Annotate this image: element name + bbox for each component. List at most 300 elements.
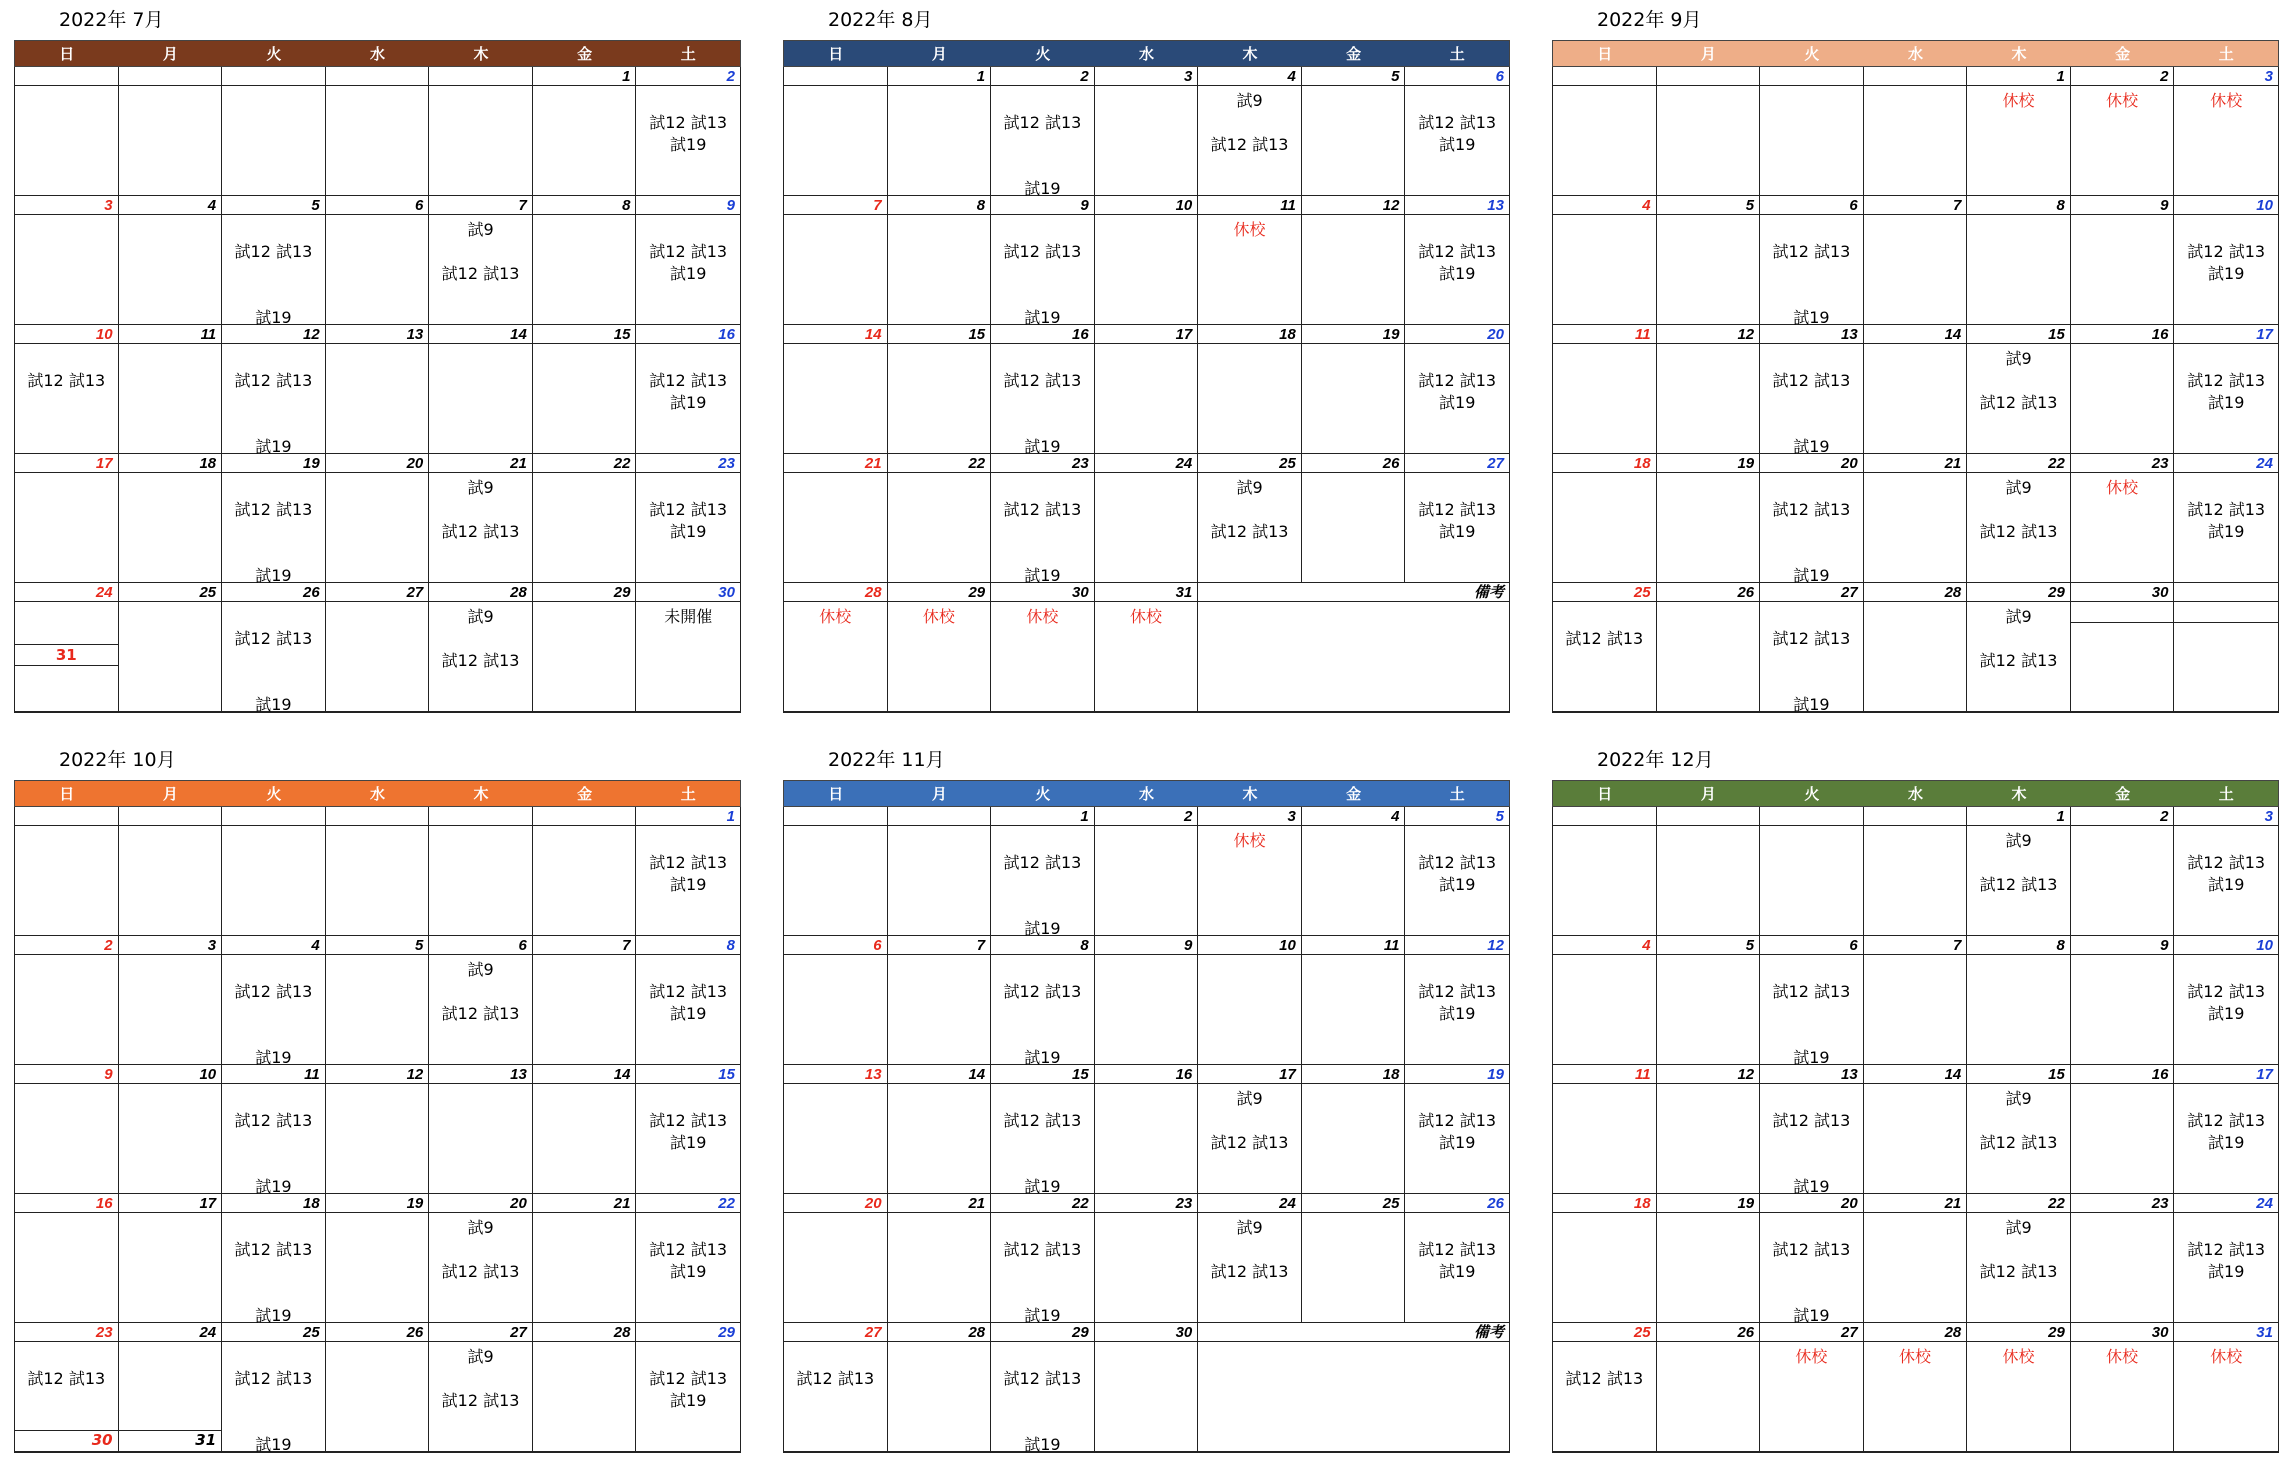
event-text: 試12 試13 [441, 1391, 520, 1410]
day-number: 11 [1553, 325, 1657, 344]
day-cell[interactable] [1095, 1213, 1199, 1322]
day-cell[interactable] [1198, 1213, 1302, 1322]
event-text: 試19 [670, 264, 707, 283]
event-text: 試12 試13 [1003, 1240, 1082, 1259]
event-text: 試9 [2005, 349, 2032, 368]
day-cell[interactable] [2174, 473, 2278, 582]
week-row [784, 807, 1509, 936]
day-cell[interactable] [429, 344, 533, 453]
day-cell[interactable] [326, 473, 430, 582]
day-cell[interactable] [1864, 826, 1968, 935]
day-cell[interactable] [1405, 1213, 1509, 1322]
event-text: 試12 試13 [2187, 242, 2266, 261]
day-cell[interactable] [636, 955, 740, 1064]
day-cell[interactable] [1553, 955, 1657, 1064]
day-cell[interactable] [1405, 473, 1509, 582]
event-text: 試19 [1439, 1262, 1476, 1281]
day-cell[interactable] [784, 86, 888, 195]
day-cell[interactable] [1864, 602, 1968, 711]
day-cell[interactable] [991, 344, 1095, 456]
event-text: 試12 試13 [1003, 982, 1082, 1001]
day-cell[interactable] [326, 826, 430, 935]
day-cell[interactable] [888, 1342, 992, 1451]
day-cell[interactable] [1405, 1084, 1509, 1193]
day-cell[interactable] [1405, 826, 1509, 935]
day-number: 31 [195, 1431, 217, 1449]
day-cell[interactable] [1198, 826, 1302, 935]
day-cell[interactable] [1095, 215, 1199, 324]
weekday-label: 金 [577, 45, 593, 63]
event-text: 試12 試13 [234, 1240, 313, 1259]
day-cell[interactable] [1864, 1213, 1968, 1322]
month-calendar [1552, 9, 2279, 714]
day-cell[interactable] [991, 826, 1095, 938]
row-divider [15, 644, 118, 645]
day-cell[interactable] [1302, 826, 1406, 935]
day-cell[interactable] [1760, 215, 1864, 327]
day-cell[interactable] [636, 1213, 740, 1322]
day-cell[interactable] [1657, 1342, 1761, 1451]
day-cell[interactable] [533, 344, 637, 453]
day-cell[interactable] [1198, 955, 1302, 1064]
day-cell[interactable] [1967, 215, 2071, 324]
day-cell[interactable] [1095, 344, 1199, 453]
day-cell[interactable] [222, 86, 326, 195]
day-cell[interactable] [888, 1084, 992, 1193]
day-cell[interactable] [429, 86, 533, 195]
day-number: 8 [726, 937, 735, 954]
day-cell[interactable] [429, 955, 533, 1064]
day-cell[interactable] [1760, 955, 1864, 1067]
day-cell[interactable] [1967, 86, 2071, 195]
day-cell[interactable] [1864, 344, 1968, 453]
day-number: 17 [119, 1194, 223, 1213]
month-grid [14, 807, 741, 1453]
day-cell[interactable] [15, 215, 119, 324]
day-cell[interactable] [1864, 86, 1968, 195]
day-cell[interactable] [888, 86, 992, 195]
day-cell[interactable] [991, 1084, 1095, 1196]
day-cell[interactable] [533, 1213, 637, 1322]
day-cell[interactable] [119, 826, 223, 935]
day-cell[interactable] [1760, 344, 1864, 456]
day-cell[interactable] [15, 602, 119, 711]
week-row [1553, 807, 2278, 936]
event-text: 試12 試13 [441, 522, 520, 541]
day-cell[interactable] [1657, 1213, 1761, 1322]
day-cell[interactable] [429, 1213, 533, 1322]
day-cell[interactable] [119, 344, 223, 453]
day-cell[interactable] [1864, 1342, 1968, 1451]
day-cell[interactable] [429, 473, 533, 582]
day-cell[interactable] [1405, 86, 1509, 195]
day-number: 22 [991, 1194, 1095, 1213]
day-cell[interactable] [1967, 473, 2071, 582]
week-row [784, 936, 1509, 1065]
day-number: 4 [1302, 807, 1406, 826]
day-cell[interactable] [1553, 1342, 1657, 1451]
day-cell[interactable] [222, 1084, 326, 1196]
day-cell[interactable] [533, 602, 637, 711]
day-number-row [1553, 1323, 2278, 1342]
event-text: 試19 [255, 1435, 292, 1454]
day-cell[interactable] [1657, 215, 1761, 324]
day-cell[interactable] [119, 1342, 223, 1451]
event-text: 試12 試13 [2187, 500, 2266, 519]
day-cell[interactable] [1864, 1084, 1968, 1193]
day-cell[interactable] [119, 955, 223, 1064]
event-text: 試12 試13 [1418, 853, 1497, 872]
day-number: 15 [888, 325, 992, 344]
day-body-row [784, 1213, 1509, 1323]
day-cell[interactable] [1198, 344, 1302, 453]
day-cell[interactable] [1095, 955, 1199, 1064]
day-cell[interactable] [429, 215, 533, 324]
day-cell[interactable] [1553, 344, 1657, 453]
day-number: 20 [326, 454, 430, 473]
week-row [784, 1065, 1509, 1194]
day-cell[interactable] [1967, 826, 2071, 935]
day-cell[interactable] [636, 826, 740, 935]
day-cell[interactable] [784, 602, 888, 711]
day-cell[interactable] [784, 473, 888, 582]
weekday-label: 木 [473, 45, 489, 63]
day-cell[interactable] [1095, 473, 1199, 582]
day-cell[interactable] [15, 1084, 119, 1193]
day-cell[interactable] [1864, 955, 1968, 1064]
event-text: 試12 試13 [1418, 1111, 1497, 1130]
day-cell[interactable] [2174, 344, 2278, 453]
day-cell[interactable] [222, 1342, 326, 1454]
day-cell[interactable] [784, 1213, 888, 1322]
day-cell[interactable] [1198, 1084, 1302, 1193]
day-cell[interactable] [1095, 1084, 1199, 1193]
day-cell[interactable] [1760, 602, 1864, 714]
week-row [1553, 1194, 2278, 1323]
day-cell[interactable] [636, 86, 740, 195]
day-cell[interactable] [429, 1084, 533, 1193]
day-cell[interactable] [1760, 86, 1864, 195]
day-cell[interactable] [533, 86, 637, 195]
day-cell[interactable] [1657, 86, 1761, 195]
day-cell[interactable] [888, 1213, 992, 1322]
day-cell[interactable] [1864, 473, 1968, 582]
day-cell[interactable] [1095, 86, 1199, 195]
day-cell[interactable] [326, 1213, 430, 1322]
remarks-area[interactable] [1198, 1342, 1509, 1451]
day-cell[interactable] [326, 1084, 430, 1193]
day-cell[interactable] [1864, 215, 1968, 324]
day-cell[interactable] [1760, 826, 1864, 935]
day-number: 21 [1864, 1194, 1968, 1213]
day-cell[interactable] [888, 955, 992, 1064]
day-cell[interactable] [1553, 86, 1657, 195]
day-cell[interactable] [1095, 602, 1199, 711]
day-cell[interactable] [15, 1342, 119, 1451]
day-cell[interactable] [2174, 602, 2278, 711]
day-cell[interactable] [2174, 1084, 2278, 1193]
day-cell[interactable] [326, 955, 430, 1064]
day-number: 14 [888, 1065, 992, 1084]
day-number: 27 [1487, 455, 1504, 472]
day-cell[interactable] [222, 1213, 326, 1325]
day-number-row [1553, 936, 2278, 955]
event-text: 休校 [1233, 220, 1266, 239]
event-text: 試19 [670, 1004, 707, 1023]
day-number: 12 [222, 325, 326, 344]
weekday-label: 水 [369, 785, 385, 803]
event-text: 試9 [2005, 1218, 2032, 1237]
day-body-row [784, 826, 1509, 936]
day-cell[interactable] [222, 826, 326, 935]
day-cell[interactable] [326, 344, 430, 453]
day-number [222, 807, 326, 826]
day-cell[interactable] [326, 86, 430, 195]
day-cell[interactable] [15, 86, 119, 195]
event-text: 試19 [255, 695, 292, 714]
remarks-area[interactable] [1198, 602, 1509, 711]
day-cell[interactable] [15, 344, 119, 453]
day-cell[interactable] [533, 955, 637, 1064]
day-cell[interactable] [1967, 1342, 2071, 1451]
day-cell[interactable] [636, 473, 740, 582]
event-text: 試12 試13 [27, 1369, 106, 1388]
day-cell[interactable] [1657, 344, 1761, 453]
day-cell[interactable] [1760, 1213, 1864, 1325]
day-cell[interactable] [1657, 473, 1761, 582]
day-cell[interactable] [2174, 86, 2278, 195]
day-cell[interactable] [1553, 602, 1657, 711]
day-cell[interactable] [991, 215, 1095, 327]
day-cell[interactable] [429, 826, 533, 935]
day-cell[interactable] [991, 602, 1095, 711]
day-cell[interactable] [1405, 955, 1509, 1064]
day-cell[interactable] [2174, 955, 2278, 1064]
day-number: 14 [533, 1065, 637, 1084]
day-cell[interactable] [1198, 215, 1302, 324]
day-number: 24 [1095, 454, 1199, 473]
day-number: 20 [429, 1194, 533, 1213]
day-number: 8 [1967, 196, 2071, 215]
day-number: 8 [1967, 936, 2071, 955]
day-cell[interactable] [533, 473, 637, 582]
day-cell[interactable] [1967, 1213, 2071, 1322]
day-cell[interactable] [1657, 955, 1761, 1064]
weekday-label: 木 [2011, 45, 2027, 63]
day-cell[interactable] [1760, 1342, 1864, 1451]
event-text: 試12 試13 [27, 371, 106, 390]
weekday-label: 火 [1804, 45, 1820, 63]
weekday-label: 土 [2218, 785, 2234, 803]
day-number: 2 [991, 67, 1095, 86]
day-number [1864, 807, 1968, 826]
day-cell[interactable] [1302, 215, 1406, 324]
day-cell[interactable] [784, 1084, 888, 1193]
day-cell[interactable] [2071, 344, 2175, 453]
event-text: 休校 [922, 607, 955, 626]
day-cell[interactable] [1657, 826, 1761, 935]
day-number: 20 [1760, 454, 1864, 473]
event-text: 試12 試13 [1210, 135, 1289, 154]
day-cell[interactable] [2071, 1213, 2175, 1322]
day-cell[interactable] [2071, 215, 2175, 324]
event-text: 試12 試13 [1772, 1111, 1851, 1130]
day-body-row [784, 86, 1509, 196]
day-cell[interactable] [119, 1084, 223, 1193]
day-number-row [1553, 325, 2278, 344]
event-text: 試19 [255, 437, 292, 456]
day-cell[interactable] [2174, 215, 2278, 324]
week-row [15, 807, 740, 936]
day-cell[interactable] [991, 86, 1095, 198]
day-cell[interactable] [1405, 215, 1509, 324]
day-cell[interactable] [1095, 1342, 1199, 1451]
day-cell[interactable] [119, 602, 223, 711]
day-cell[interactable] [1553, 826, 1657, 935]
day-cell[interactable] [2174, 826, 2278, 935]
weekday-label: 月 [162, 45, 178, 63]
day-cell[interactable] [429, 1342, 533, 1451]
day-cell[interactable] [636, 215, 740, 324]
day-body-row [1553, 86, 2278, 196]
week-row [784, 583, 1509, 712]
day-cell[interactable] [2071, 955, 2175, 1064]
day-cell[interactable] [1553, 473, 1657, 582]
day-cell[interactable] [429, 602, 533, 711]
day-cell[interactable] [1967, 955, 2071, 1064]
day-cell[interactable] [888, 826, 992, 935]
month-grid [783, 67, 1510, 713]
day-cell[interactable] [888, 344, 992, 453]
day-cell[interactable] [1302, 955, 1406, 1064]
day-cell[interactable] [784, 1342, 888, 1451]
day-cell[interactable] [991, 473, 1095, 585]
day-cell[interactable] [15, 955, 119, 1064]
day-cell[interactable] [636, 1342, 740, 1451]
day-number: 10 [15, 325, 119, 344]
day-cell[interactable] [1553, 1084, 1657, 1193]
day-cell[interactable] [533, 1342, 637, 1451]
day-cell[interactable] [533, 215, 637, 324]
day-cell[interactable] [1553, 1213, 1657, 1322]
day-cell[interactable] [636, 344, 740, 453]
day-cell[interactable] [636, 1084, 740, 1193]
day-cell[interactable] [2174, 1342, 2278, 1451]
event-text: 試9 [1236, 478, 1263, 497]
day-cell[interactable] [1760, 1084, 1864, 1196]
day-cell[interactable] [1967, 602, 2071, 711]
day-cell[interactable] [2071, 826, 2175, 935]
day-cell[interactable] [2071, 86, 2175, 195]
event-text: 試9 [1236, 1218, 1263, 1237]
day-cell[interactable] [119, 86, 223, 195]
day-cell[interactable] [119, 473, 223, 582]
day-cell[interactable] [326, 215, 430, 324]
day-cell[interactable] [2071, 1084, 2175, 1193]
day-cell[interactable] [1657, 602, 1761, 711]
event-text: 試9 [2005, 831, 2032, 850]
day-cell[interactable] [533, 826, 637, 935]
event-text: 試12 試13 [441, 1262, 520, 1281]
day-number: 21 [784, 454, 888, 473]
day-cell[interactable] [2071, 602, 2175, 711]
day-cell[interactable] [222, 215, 326, 327]
event-text: 試9 [467, 1347, 494, 1366]
day-cell[interactable] [119, 215, 223, 324]
day-number: 18 [1198, 325, 1302, 344]
day-cell[interactable] [119, 1213, 223, 1322]
day-cell[interactable] [1967, 1084, 2071, 1193]
day-cell[interactable] [888, 215, 992, 324]
day-cell[interactable] [222, 955, 326, 1067]
day-cell[interactable] [15, 826, 119, 935]
day-number: 4 [119, 196, 223, 215]
day-cell[interactable] [1198, 86, 1302, 195]
day-cell[interactable] [326, 1342, 430, 1451]
day-cell[interactable] [2071, 1342, 2175, 1451]
event-text: 試19 [2208, 875, 2245, 894]
event-text: 試12 試13 [1003, 242, 1082, 261]
day-cell[interactable] [991, 1342, 1095, 1454]
day-cell[interactable] [1302, 473, 1406, 582]
day-number: 19 [1657, 1194, 1761, 1213]
day-number: 2 [2071, 67, 2175, 86]
day-cell[interactable] [1302, 344, 1406, 453]
event-text: 休校 [2106, 1347, 2139, 1366]
day-cell[interactable] [326, 602, 430, 711]
day-cell[interactable] [2174, 1213, 2278, 1322]
day-cell[interactable] [222, 473, 326, 585]
day-cell[interactable] [1553, 215, 1657, 324]
day-cell[interactable] [1760, 473, 1864, 585]
day-cell[interactable] [222, 602, 326, 714]
day-cell[interactable] [1967, 344, 2071, 453]
day-cell[interactable] [1302, 1084, 1406, 1193]
day-number: 9 [991, 196, 1095, 215]
day-number: 21 [1864, 454, 1968, 473]
day-cell[interactable] [991, 1213, 1095, 1325]
weekday-label: 火 [266, 785, 282, 803]
day-cell[interactable] [1302, 86, 1406, 195]
day-cell[interactable] [533, 1084, 637, 1193]
day-cell[interactable] [888, 473, 992, 582]
day-cell[interactable] [784, 215, 888, 324]
day-number: 23 [991, 454, 1095, 473]
day-number: 11 [1302, 936, 1406, 955]
day-cell[interactable] [1198, 473, 1302, 582]
day-cell[interactable] [1657, 1084, 1761, 1193]
day-cell[interactable] [636, 602, 740, 711]
day-cell[interactable] [784, 955, 888, 1064]
day-cell[interactable] [1302, 1213, 1406, 1322]
day-cell[interactable] [2071, 473, 2175, 582]
day-number-row [784, 196, 1509, 215]
day-number: 30 [1095, 1323, 1199, 1342]
day-cell[interactable] [15, 473, 119, 582]
day-cell[interactable] [1405, 344, 1509, 453]
day-cell[interactable] [222, 344, 326, 456]
day-body-row [784, 344, 1509, 454]
day-cell[interactable] [784, 826, 888, 935]
day-number: 27 [1760, 583, 1864, 602]
event-text: 試19 [2208, 1133, 2245, 1152]
day-cell[interactable] [1095, 826, 1199, 935]
day-cell[interactable] [991, 955, 1095, 1067]
day-cell[interactable] [15, 1213, 119, 1322]
day-cell[interactable] [784, 344, 888, 453]
day-number: 31 [2256, 1324, 2273, 1341]
day-cell[interactable] [888, 602, 992, 711]
